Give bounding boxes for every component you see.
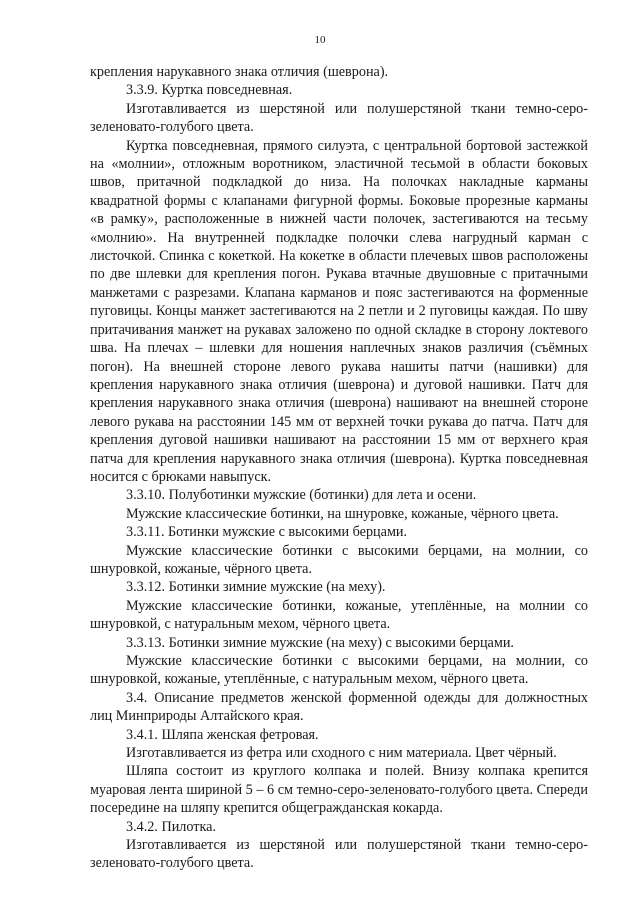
section-title: 3.4. Описание предметов женской форменной одежды для должностных лиц Минприроды Алтайского края.: [90, 689, 588, 725]
paragraph: крепления нарукавного знака отличия (шеврона).: [90, 64, 389, 80]
section-heading: 3.3.12. Ботинки зимние мужские (на меху).: [126, 579, 386, 596]
section-heading: 3.3.10. Полуботинки мужские (ботинки) для лета и осени.: [126, 487, 477, 504]
section-heading: 3.3.13. Ботинки зимние мужские (на меху) с высокими берцами.: [126, 634, 514, 651]
section-heading: 3.4.1. Шляпа женская фетровая.: [126, 726, 319, 743]
paragraph: Куртка повседневная, прямого силуэта, с центральной бортовой застежкой на «молнии», отложным воротником, эластичной тесьмой в области боковых швов, притачной подкладкой до низа. На полочках накладные карманы квадратной формы с клапанами фигурной формы. Боковые прорезные карманы «в рамку», расположенные в нижней части полочек, застегиваются на тесьму «молнию». На внутренней подкладке полочки слева нагрудный карман с листочкой. Спинка с кокеткой. На кокетке в области плечевых швов расположены по две шлевки для крепления погон. Рукава втачные двушовные с притачными манжетами с разрезами. Клапана карманов и пояс застегиваются на форменные пуговицы. Концы манжет застегиваются на 2 петли и 2 пуговицы каждая. По шву притачивания манжет на рукавах заложено по одной складке в сторону локтевого шва. На плечах – шлевки для ношения наплечных знаков различия (съёмных погон). На внешней стороне левого рукава нашиты патчи (нашивки) для крепления нарукавного знака отличия (шеврона) и дуговой нашивки. Патч для крепления нарукавного знака отличия (шеврона) нашивают на внешней стороне левого рукава на расстоянии 145 мм от верхней точки рукава до патча. Патч для крепления дуговой нашивки нашивают на расстоянии 15 мм от верхнего края патча для крепления нарукавного знака отличия (шеврона). Куртка повседневная носится с брюками навыпуск.: [90, 137, 588, 485]
paragraph: Мужские классические ботинки с высокими берцами, на молнии, со шнуровкой, кожаные, чёрного цвета.: [90, 542, 588, 577]
paragraph: Мужские классические ботинки, кожаные, утеплённые, на молнии со шнуровкой, с натуральным мехом, чёрного цвета.: [90, 597, 588, 633]
paragraph: Изготавливается из фетра или сходного с ним материала. Цвет чёрный.: [126, 745, 557, 762]
paragraph: Шляпа состоит из круглого колпака и полей. Внизу колпака крепится муаровая лента шириной 5 – 6 см темно-серо-зеленовато-голубого цвета. Спереди посередине на шляпу крепится общегражданская кокарда.: [90, 763, 588, 817]
page-number: 10: [314, 34, 326, 46]
document-body: [90, 63, 588, 873]
section-heading: 3.3.11. Ботинки мужские с высокими берцами.: [126, 524, 408, 541]
paragraph: Мужские классические ботинки с высокими берцами, на молнии, со шнуровкой, кожаные, утеплённые, с натуральным мехом, чёрного цвета.: [90, 653, 588, 688]
paragraph: Изготавливается из шерстяной или полушерстяной ткани темно-серо-зеленовато-голубого цвета.: [90, 837, 588, 872]
section-heading: 3.4.2. Пилотка.: [126, 818, 217, 835]
paragraph: Мужские классические ботинки, на шнуровке, кожаные, чёрного цвета.: [126, 505, 559, 522]
paragraph: Изготавливается из шерстяной или полушерстяной ткани темно-серо-зеленовато-голубого цвета.: [90, 100, 588, 136]
section-heading: 3.3.9. Куртка повседневная.: [126, 82, 293, 99]
